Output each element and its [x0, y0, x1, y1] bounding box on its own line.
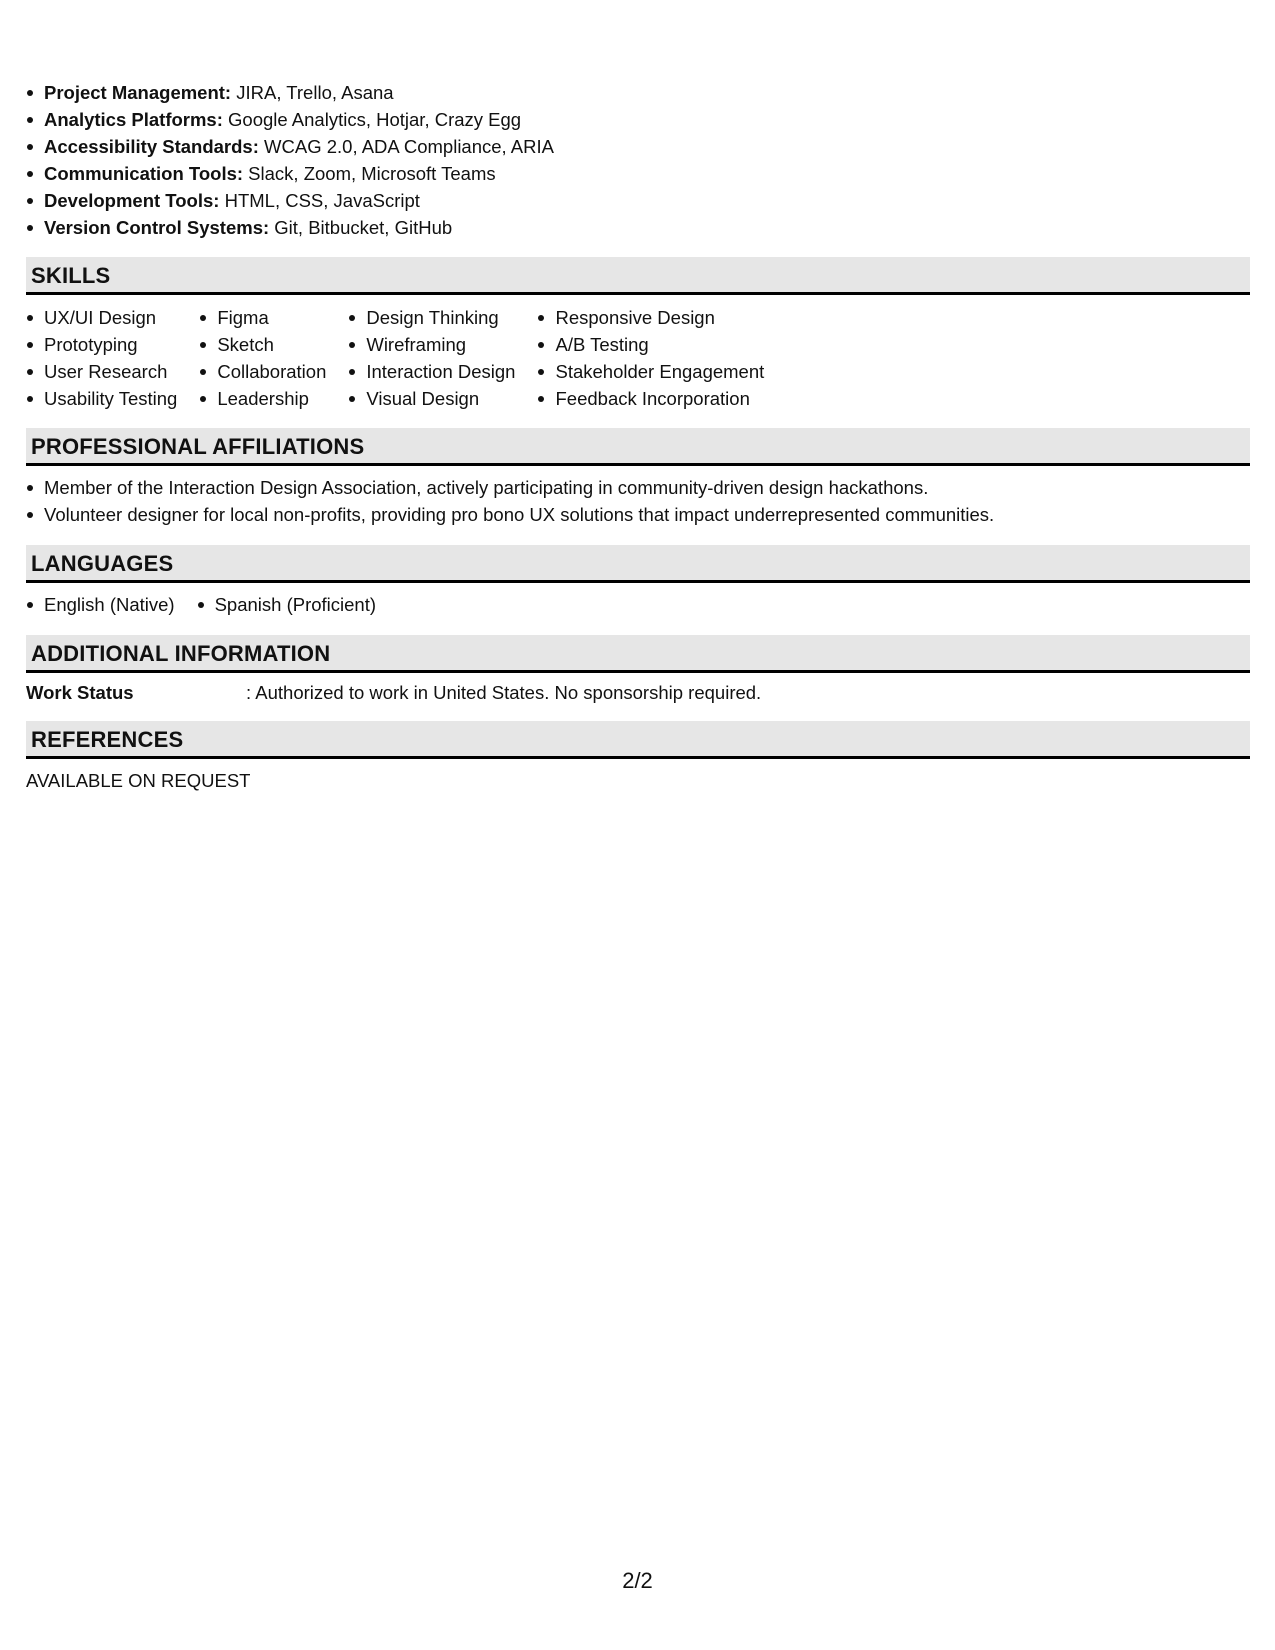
skill-item: Interaction Design: [348, 358, 515, 385]
tool-value: Slack, Zoom, Microsoft Teams: [243, 163, 496, 184]
skill-item: Leadership: [199, 385, 326, 412]
skill-item: Wireframing: [348, 331, 515, 358]
skill-item: Usability Testing: [26, 385, 177, 412]
additional-title: ADDITIONAL INFORMATION: [31, 641, 331, 666]
languages-section-header: [26, 545, 1250, 583]
tool-item: [26, 187, 554, 214]
skills-column-2: [199, 304, 326, 412]
tool-value: HTML, CSS, JavaScript: [219, 190, 420, 211]
languages-column-1: [26, 591, 175, 618]
page-number: 2/2: [622, 1568, 653, 1593]
tools-list: [26, 79, 554, 241]
tool-value: Google Analytics, Hotjar, Crazy Egg: [222, 109, 522, 130]
affiliation-item: Member of the Interaction Design Association, actively participating in community-driven design hackathons.: [26, 474, 994, 501]
tool-item: [26, 133, 554, 160]
tool-label: Communication Tools:: [44, 163, 244, 184]
skills-column-4: [537, 304, 764, 412]
tool-item: [26, 106, 554, 133]
tool-label: Project Management:: [44, 82, 232, 103]
tool-label: Development Tools:: [44, 190, 220, 211]
tool-value: WCAG 2.0, ADA Compliance, ARIA: [258, 136, 554, 157]
skills-title: SKILLS: [31, 263, 111, 288]
tool-value: Git, Bitbucket, GitHub: [269, 217, 453, 238]
tool-label: Analytics Platforms:: [44, 109, 223, 130]
work-status-value: : Authorized to work in United States. No sponsorship required.: [246, 682, 762, 703]
languages-columns: [26, 591, 398, 618]
skill-item: Stakeholder Engagement: [537, 358, 764, 385]
language-item: English (Native): [26, 591, 175, 618]
skill-item: Collaboration: [199, 358, 326, 385]
references-title: REFERENCES: [31, 727, 184, 752]
skill-item: Responsive Design: [537, 304, 764, 331]
skill-item: UX/UI Design: [26, 304, 177, 331]
tool-label: Version Control Systems:: [44, 217, 270, 238]
skill-item: Design Thinking: [348, 304, 515, 331]
references-text: AVAILABLE ON REQUEST: [26, 770, 251, 791]
skills-columns: [26, 304, 786, 412]
tool-label: Accessibility Standards:: [44, 136, 259, 157]
languages-column-2: [197, 591, 376, 618]
skill-item: A/B Testing: [537, 331, 764, 358]
affiliation-item: Volunteer designer for local non-profits, providing pro bono UX solutions that impact underrepresented communities.: [26, 501, 994, 528]
tool-item: [26, 79, 554, 106]
skills-section-header: [26, 257, 1250, 295]
tool-item: [26, 160, 554, 187]
skill-item: Sketch: [199, 331, 326, 358]
skill-item: User Research: [26, 358, 177, 385]
additional-section-header: [26, 635, 1250, 673]
tool-value: JIRA, Trello, Asana: [231, 82, 394, 103]
skill-item: Figma: [199, 304, 326, 331]
skills-column-1: [26, 304, 177, 412]
work-status-label: Work Status: [26, 682, 134, 703]
tool-item: [26, 214, 554, 241]
work-status-row: [26, 679, 761, 706]
affiliations-list: [26, 474, 994, 528]
affiliations-title: PROFESSIONAL AFFILIATIONS: [31, 434, 365, 459]
skill-item: Prototyping: [26, 331, 177, 358]
references-section-header: [26, 721, 1250, 759]
language-item: Spanish (Proficient): [197, 591, 376, 618]
skill-item: Feedback Incorporation: [537, 385, 764, 412]
affiliations-section-header: [26, 428, 1250, 466]
skill-item: Visual Design: [348, 385, 515, 412]
skills-column-3: [348, 304, 515, 412]
languages-title: LANGUAGES: [31, 551, 174, 576]
